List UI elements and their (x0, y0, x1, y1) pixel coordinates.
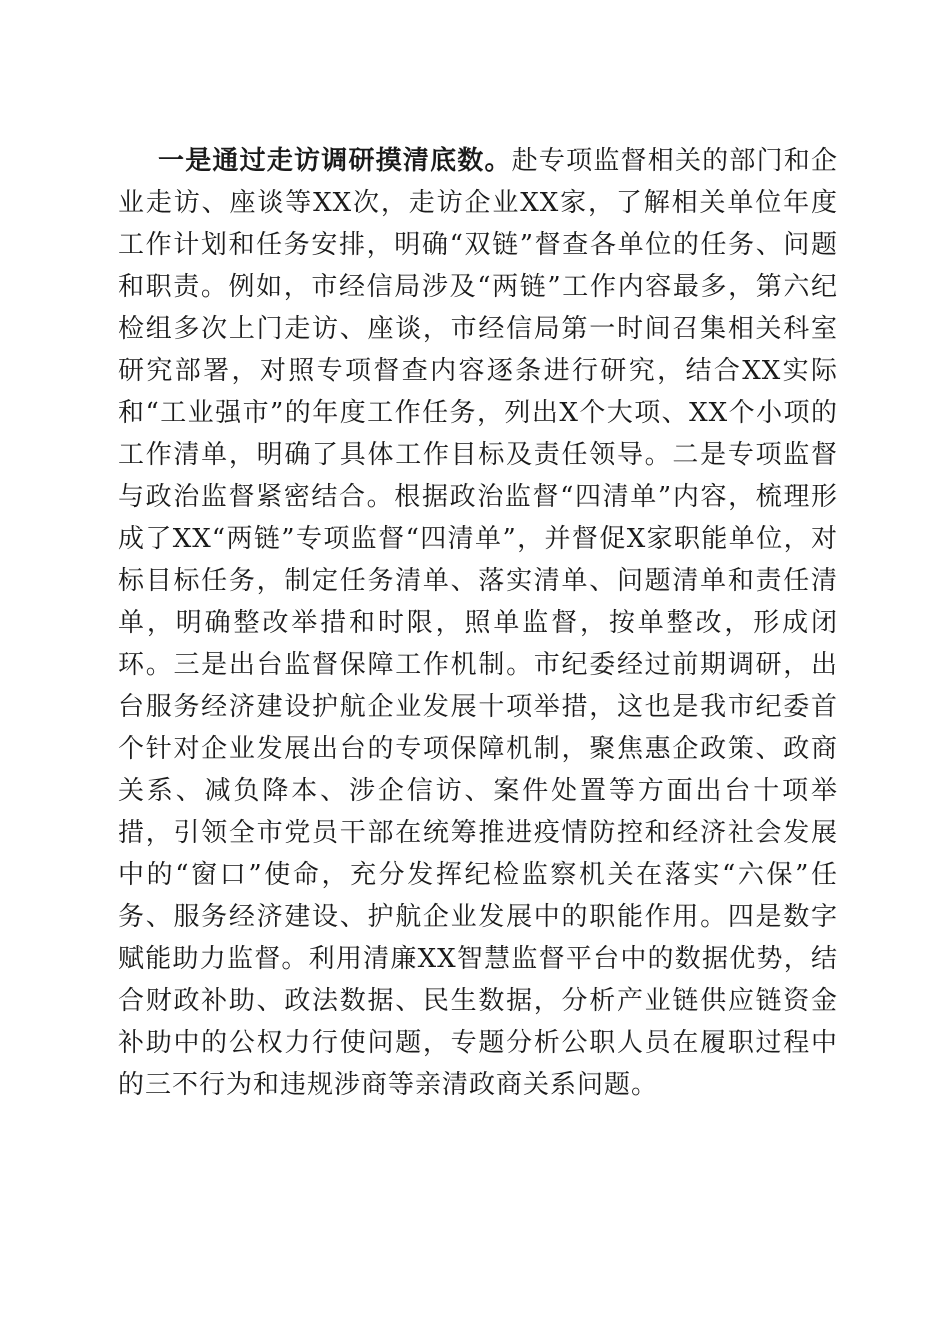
paragraph-body-text: 赴专项监督相关的部门和企业走访、座谈等XX次，走访企业XX家，了解相关单位年度工作计划和任务安排，明确“双链”督查各单位的任务、问题和职责。例如，市经信局涉及“两链”工作内容最多，第六纪检组多次上门走访、座谈，市经信局第一时间召集相关科室研究部署，对照专项督查内容逐条进行研究，结合XX实际和“工业强市”的年度工作任务，列出X个大项、XX个小项的工作清单，明确了具体工作目标及责任领导。二是专项监督与政治监督紧密结合。根据政治监督“四清单”内容，梳理形成了XX“两链”专项监督“四清单”，并督促X家职能单位，对标目标任务，制定任务清单、落实清单、问题清单和责任清单，明确整改举措和时限，照单监督，按单整改，形成闭环。三是出台监督保障工作机制。市纪委经过前期调研，出台服务经济建设护航企业发展十项举措，这也是我市纪委首个针对企业发展出台的专项保障机制，聚焦惠企政策、政商关系、减负降本、涉企信访、案件处置等方面出台十项举措，引领全市党员干部在统筹推进疫情防控和经济社会发展中的“窗口”使命，充分发挥纪检监察机关在落实“六保”任务、服务经济建设、护航企业发展中的职能作用。四是数字赋能助力监督。利用清廉XX智慧监督平台中的数据优势，结合财政补助、政法数据、民生数据，分析产业链供应链资金补助中的公权力行使问题，专题分析公职人员在履职过程中的三不行为和违规涉商等亲清政商关系问题。 (118, 146, 838, 1100)
body-paragraph (118, 140, 838, 1106)
paragraph-lead-sentence: 一是通过走访调研摸清底数。 (158, 146, 512, 176)
